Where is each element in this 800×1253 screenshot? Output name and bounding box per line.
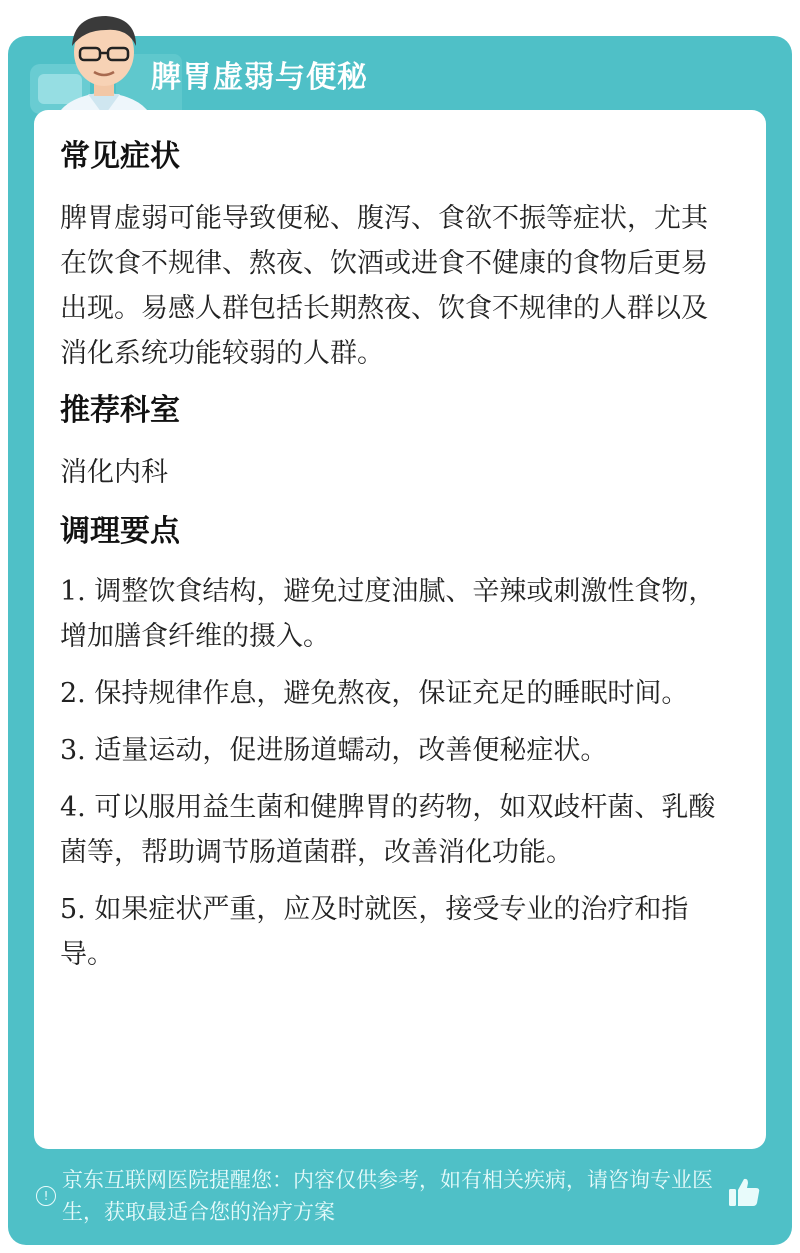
info-card	[8, 36, 792, 1245]
page-title: 脾胃虚弱与便秘	[151, 60, 368, 95]
care-tips-list	[60, 569, 730, 977]
list-item-number: 3.	[60, 735, 86, 766]
section-title-care-tips: 调理要点	[60, 514, 180, 549]
content-panel	[34, 110, 766, 1149]
list-item	[60, 785, 730, 875]
list-item	[60, 887, 730, 977]
list-item-number: 2.	[60, 678, 86, 709]
list-item-text: 适量运动，促进肠道蠕动，改善便秘症状。	[94, 735, 608, 766]
list-item	[60, 671, 730, 716]
list-item-text: 保持规律作息，避免熬夜，保证充足的睡眠时间。	[94, 678, 689, 709]
section-title-department: 推荐科室	[60, 393, 180, 428]
disclaimer-text: 京东互联网医院提醒您：内容仅供参考，如有相关疾病，请咨询专业医生，获取最适合您的治疗方案	[62, 1168, 713, 1224]
list-item-number: 4.	[60, 792, 86, 823]
list-item-number: 1.	[60, 576, 86, 607]
list-item	[60, 728, 730, 773]
list-item	[60, 569, 730, 659]
section-title-symptoms: 常见症状	[60, 139, 180, 174]
info-icon: !	[36, 1186, 56, 1206]
list-item-text: 如果症状严重，应及时就医，接受专业的治疗和指导。	[60, 894, 689, 970]
list-item-text: 调整饮食结构，避免过度油腻、辛辣或刺激性食物，增加膳食纤维的摄入。	[60, 576, 716, 652]
list-item-text: 可以服用益生菌和健脾胃的药物，如双歧杆菌、乳酸菌等，帮助调节肠道菌群，改善消化功能。	[60, 792, 716, 868]
symptoms-text: 脾胃虚弱可能导致便秘、腹泻、食欲不振等症状，尤其在饮食不规律、熬夜、饮酒或进食不健康的食物后更易出现。易感人群包括长期熬夜、饮食不规律的人群以及消化系统功能较弱的人群。	[60, 203, 708, 369]
department-text: 消化内科	[60, 457, 168, 488]
thumbs-up-icon[interactable]	[726, 1174, 762, 1210]
list-item-number: 5.	[60, 894, 86, 925]
